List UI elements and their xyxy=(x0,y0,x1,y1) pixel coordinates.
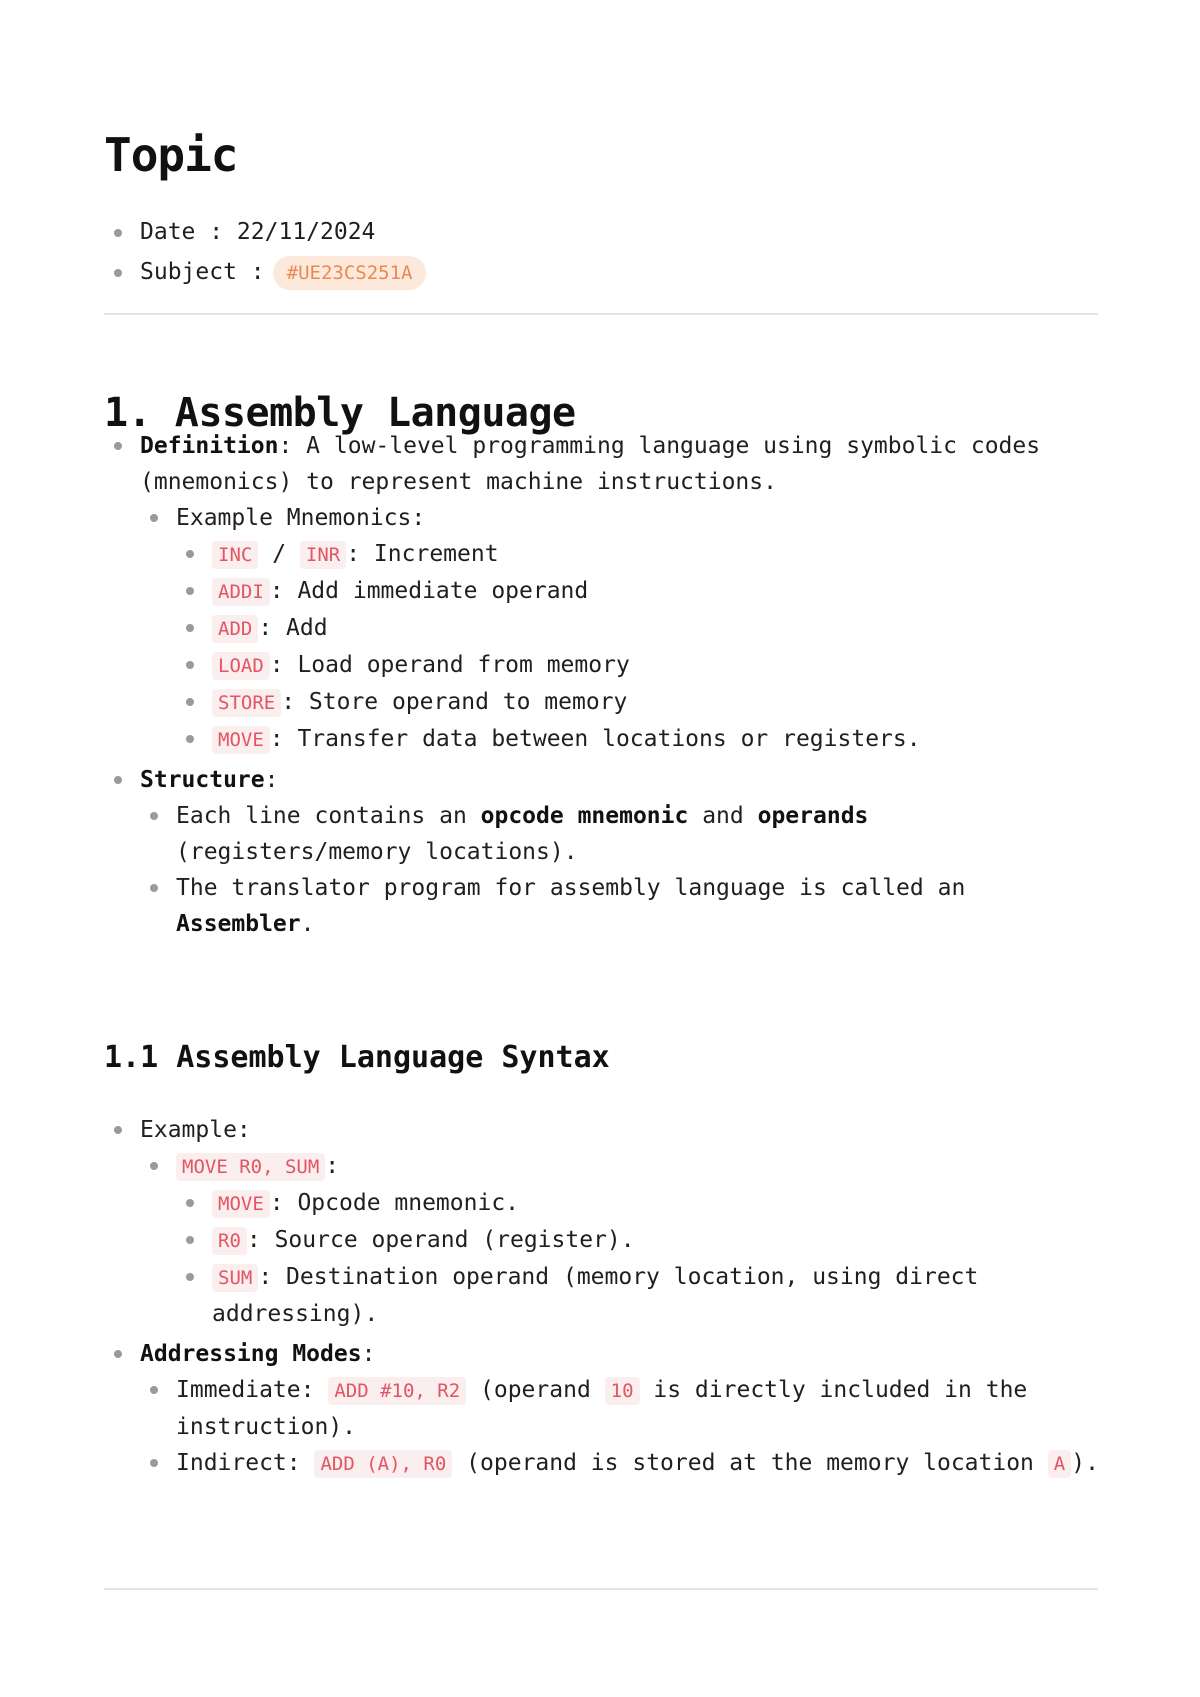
text: (registers/memory locations). xyxy=(176,839,578,865)
part-move-item xyxy=(104,1185,1100,1222)
text: The translator program for assembly language is called an xyxy=(176,875,966,901)
text: . xyxy=(300,911,315,937)
section-heading-syntax: 1.1 Assembly Language Syntax xyxy=(104,1040,610,1075)
mnemonic-add-item xyxy=(104,610,1100,647)
inline-code: MOVE xyxy=(212,1190,270,1218)
date-item xyxy=(104,214,426,254)
inline-code: SUM xyxy=(212,1264,258,1292)
mnemonic-load-item xyxy=(104,647,1100,684)
page-title: Topic xyxy=(104,128,238,182)
subject-label: Subject : xyxy=(140,259,265,285)
definition-term: Definition xyxy=(140,433,279,459)
structure-term: Structure xyxy=(140,767,265,793)
separator: / xyxy=(272,541,287,567)
example-mnemonics-item xyxy=(104,500,1100,536)
indirect-item xyxy=(104,1445,1100,1482)
text: ). xyxy=(1071,1450,1099,1476)
inline-code: ADDI xyxy=(212,578,270,606)
inline-code: LOAD xyxy=(212,652,270,680)
inline-code: A xyxy=(1048,1450,1071,1478)
mode-label: Immediate: xyxy=(176,1377,329,1403)
assembly-language-list xyxy=(104,428,1100,942)
part-desc: : Source operand (register). xyxy=(246,1227,635,1253)
section-heading-assembly-language: 1. Assembly Language xyxy=(104,390,576,436)
mnemonic-desc: : Increment xyxy=(346,541,499,567)
inline-code: ADD (A), R0 xyxy=(314,1450,452,1478)
example-label: Example: xyxy=(140,1117,251,1143)
mnemonic-desc: : Add xyxy=(258,615,328,641)
definition-item xyxy=(104,428,1100,500)
part-desc: : Destination operand (memory location, using direct addressing). xyxy=(212,1264,979,1327)
colon: : xyxy=(361,1341,376,1367)
addressing-term: Addressing Modes xyxy=(140,1341,362,1367)
structure-line-2 xyxy=(104,870,1100,942)
mnemonic-move-item xyxy=(104,721,1100,758)
inline-code: ADD xyxy=(212,615,258,643)
subject-tag[interactable]: #UE23CS251A xyxy=(273,256,427,290)
structure-line-1 xyxy=(104,798,1100,870)
part-r0-item xyxy=(104,1222,1100,1259)
inline-code: 10 xyxy=(605,1377,640,1405)
bold-term: Assembler xyxy=(176,911,301,937)
colon: : xyxy=(325,1153,340,1179)
text: (operand is stored at the memory location xyxy=(452,1450,1048,1476)
part-desc: : Opcode mnemonic. xyxy=(269,1190,520,1216)
mnemonic-desc: : Load operand from memory xyxy=(269,652,630,678)
text: Each line contains an xyxy=(176,803,481,829)
divider xyxy=(104,1588,1098,1590)
text: and xyxy=(688,803,758,829)
text: is directly included in the instruction). xyxy=(176,1377,1028,1440)
mnemonic-addi-item xyxy=(104,573,1100,610)
example-mnemonics-label: Example Mnemonics: xyxy=(176,505,426,531)
example-code-item xyxy=(104,1148,1100,1185)
subject-item xyxy=(104,254,426,294)
inline-code: INC xyxy=(212,541,258,569)
bold-term: operands xyxy=(757,803,869,829)
inline-code: MOVE xyxy=(212,726,270,754)
mnemonic-store-item xyxy=(104,684,1100,721)
mnemonic-desc: : Store operand to memory xyxy=(281,689,628,715)
inline-code: MOVE R0, SUM xyxy=(176,1153,325,1181)
part-sum-item xyxy=(104,1259,1100,1332)
divider xyxy=(104,313,1098,315)
mnemonic-inc-item xyxy=(104,536,1100,573)
inline-code: ADD #10, R2 xyxy=(328,1377,466,1405)
mnemonic-desc: : Add immediate operand xyxy=(269,578,589,604)
immediate-item xyxy=(104,1372,1100,1445)
inline-code: R0 xyxy=(212,1227,247,1255)
mode-label: Indirect: xyxy=(176,1450,315,1476)
syntax-list xyxy=(104,1112,1100,1482)
text: (operand xyxy=(466,1377,605,1403)
example-item xyxy=(104,1112,1100,1148)
date-text: Date : 22/11/2024 xyxy=(140,219,376,245)
definition-text: : A low-level programming language using symbolic codes (mnemonics) to represent machine instructions. xyxy=(140,433,1041,495)
inline-code: INR xyxy=(300,541,346,569)
colon: : xyxy=(264,767,279,793)
structure-item xyxy=(104,762,1100,798)
bold-term: opcode mnemonic xyxy=(480,803,689,829)
metadata-list xyxy=(104,214,426,294)
addressing-modes-item xyxy=(104,1336,1100,1372)
inline-code: STORE xyxy=(212,689,281,717)
mnemonic-desc: : Transfer data between locations or registers. xyxy=(269,726,921,752)
